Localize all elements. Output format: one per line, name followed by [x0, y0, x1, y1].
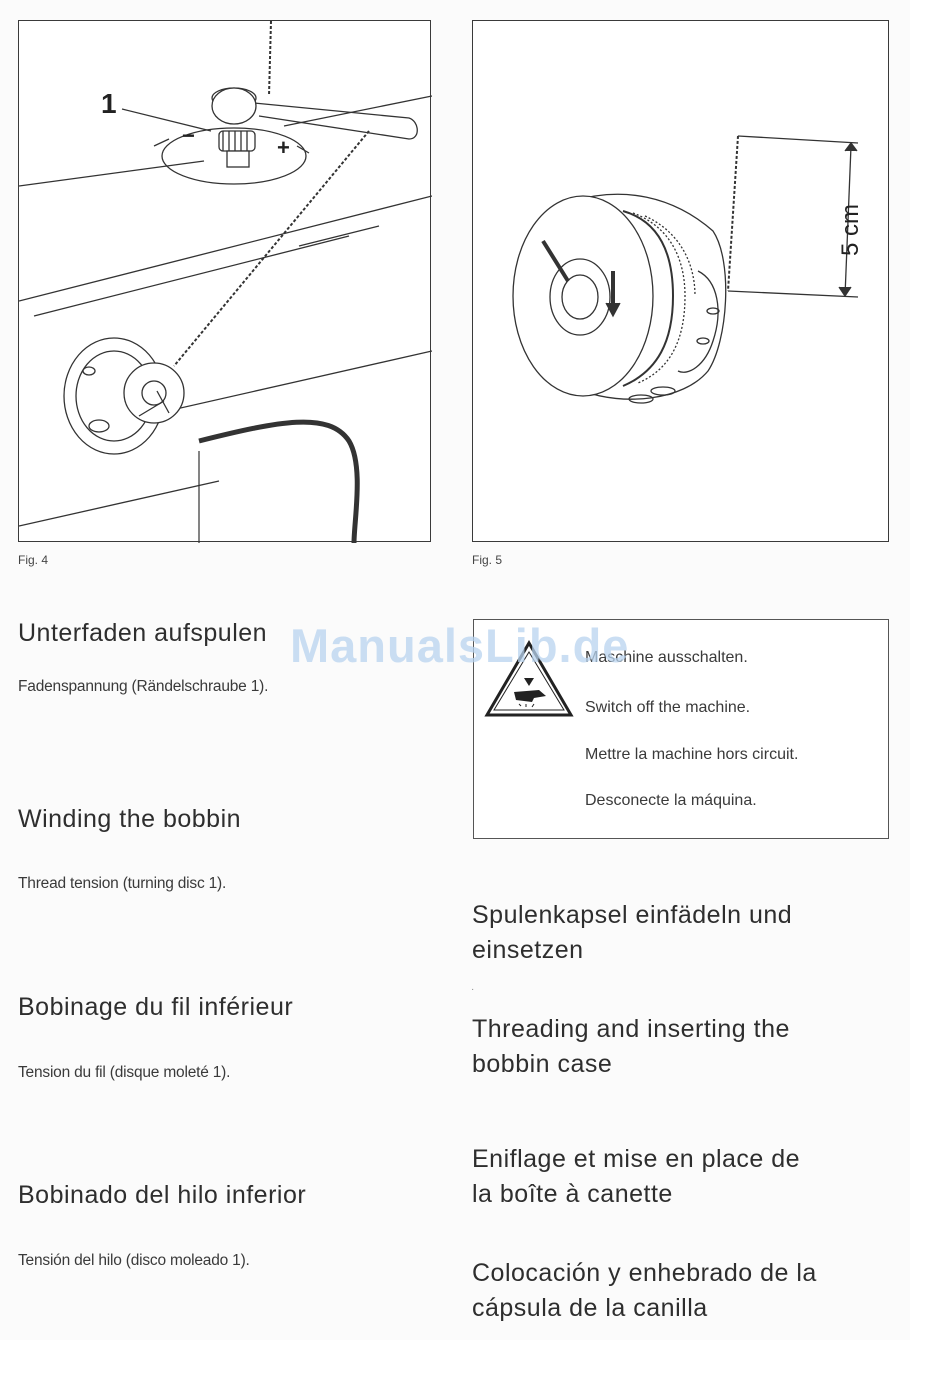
heading-right-de-line1: Spulenkapsel einfädeln und	[472, 901, 793, 929]
heading-en: Winding the bobbin	[18, 805, 242, 833]
warning-text-es: Desconecte la máquina.	[585, 792, 757, 809]
watermark: ManualsLib.de	[290, 619, 630, 672]
warning-text-fr: Mettre la machine hors circuit.	[585, 746, 799, 763]
figure-5-illustration	[473, 21, 890, 543]
heading-right-en-line1: Threading and inserting the	[472, 1015, 790, 1043]
heading-right-de-line2: einsetzen	[472, 936, 584, 964]
heading-right-es-line1: Colocación y enhebrado de la	[472, 1259, 817, 1287]
fig4-caption: Fig. 4	[18, 553, 49, 567]
heading-right-fr-line2: la boîte à canette	[472, 1180, 673, 1208]
warning-text-en: Switch off the machine.	[585, 699, 751, 716]
heading-right-en-line2: bobbin case	[472, 1050, 613, 1078]
heading-right-fr	[472, 1142, 800, 1212]
heading-es: Bobinado del hilo inferior	[18, 1181, 307, 1209]
fig5-dimension-label: 5 cm	[837, 203, 864, 256]
heading-fr: Bobinage du fil inférieur	[18, 993, 294, 1021]
warning-text-de: Maschine ausschalten.	[585, 649, 748, 666]
figure-4-illustration	[19, 21, 432, 543]
fig5-caption: Fig. 5	[472, 553, 503, 567]
heading-right-fr-line1: Eniflage et mise en place de	[472, 1145, 801, 1173]
heading-right-en	[472, 1012, 790, 1082]
heading-de: Unterfaden aufspulen	[18, 619, 268, 647]
heading-right-de	[472, 898, 792, 968]
figure-5	[472, 20, 889, 542]
heading-right-es-line2: cápsula de la canilla	[472, 1294, 708, 1322]
fig4-plus-sign: +	[277, 135, 290, 160]
fig4-callout-1: 1	[101, 88, 117, 119]
text-es: Tensión del hilo (disco moleado 1).	[18, 1252, 250, 1269]
figure-4	[18, 20, 431, 542]
text-fr: Tension du fil (disque moleté 1).	[18, 1064, 231, 1081]
fig4-minus-sign: −	[182, 123, 195, 148]
heading-right-es	[472, 1256, 817, 1326]
text-en: Thread tension (turning disc 1).	[18, 875, 227, 892]
text-de: Fadenspannung (Rändelschraube 1).	[18, 678, 269, 695]
stray-dot: ·	[471, 984, 475, 995]
